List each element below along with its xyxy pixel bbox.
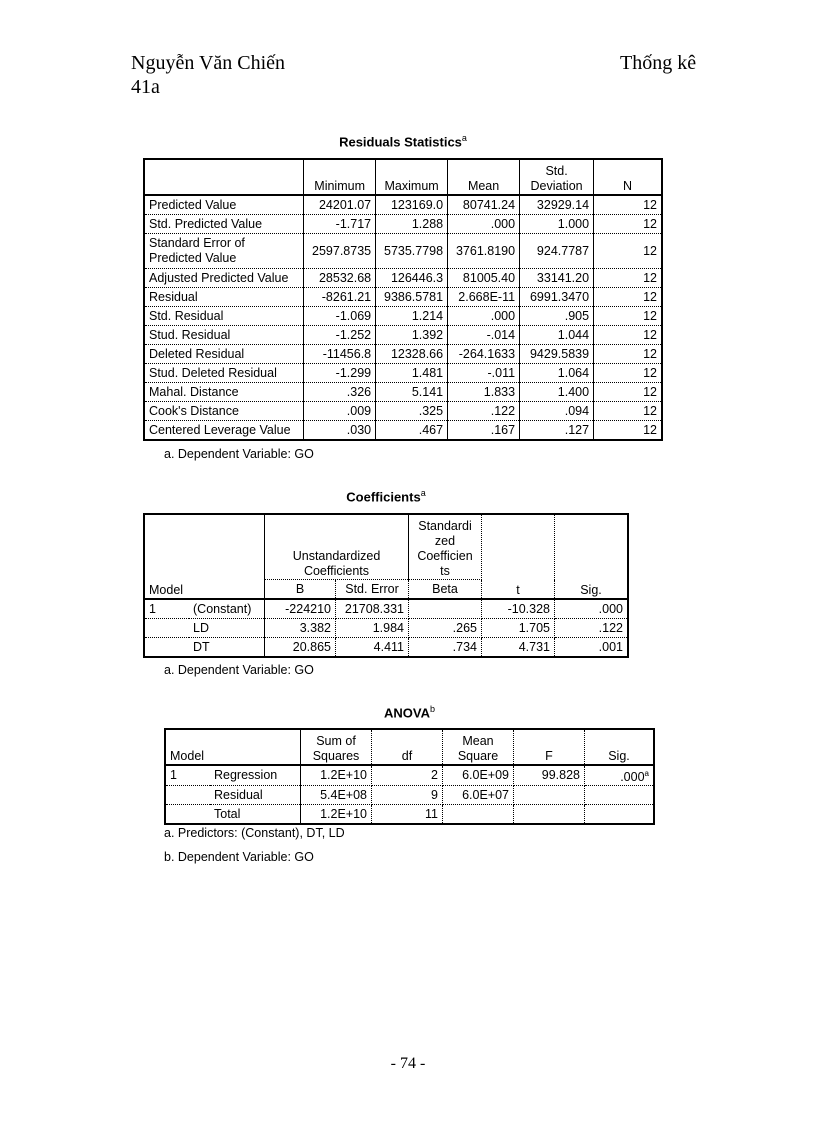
cell-ms [443,805,514,825]
cell-mean: 2.668E-11 [448,288,520,307]
row-label: Cook's Distance [144,402,304,421]
residuals-corner [144,159,304,195]
cell-model [144,638,189,658]
cell-df: 2 [372,765,443,786]
cell-min: -1.717 [304,215,376,234]
cell-ss: 5.4E+08 [301,786,372,805]
row-label: Residual [144,288,304,307]
table-row [144,345,662,364]
cell-mean: .000 [448,215,520,234]
col-mean: Mean [448,159,520,195]
cell-n: 12 [594,215,662,234]
subject-label: Thống kê [620,52,697,74]
table-row [165,765,654,786]
residuals-title-text: Residuals Statistics [339,134,462,150]
cell-sd: .127 [520,421,594,441]
cell-f [514,805,585,825]
anova-note-a: a. Predictors: (Constant), DT, LD [164,826,345,840]
standardized-header: Standardi zed Coefficien ts [409,514,482,580]
coef-header-row-1 [144,514,628,580]
cell-source: Residual [210,786,301,805]
cell-b: 20.865 [265,638,336,658]
cell-df: 9 [372,786,443,805]
col-sig: Sig. [585,729,655,765]
cell-f [514,786,585,805]
cell-n: 12 [594,234,662,269]
author-name: Nguyễn Văn Chiến [131,52,286,74]
class-label: 41a [131,76,160,98]
cell-n: 12 [594,307,662,326]
cell-mean: .000 [448,307,520,326]
coefficients-title-text: Coefficients [346,489,421,505]
cell-min: .326 [304,383,376,402]
table-row [144,638,628,658]
cell-sd: 9429.5839 [520,345,594,364]
cell-mean: -.011 [448,364,520,383]
cell-beta [409,599,482,619]
row-label: Centered Leverage Value [144,421,304,441]
coefficients-title-sup: a [420,488,426,498]
cell-se: 1.984 [336,619,409,638]
cell-source: Total [210,805,301,825]
cell-sig: .000$^a$ [585,765,655,786]
cell-sig: .001 [555,638,629,658]
cell-min: 24201.07 [304,195,376,215]
cell-sig [585,805,655,825]
residuals-title [143,133,663,149]
table-row [144,326,662,345]
cell-min: .030 [304,421,376,441]
row-label: Std. Residual [144,307,304,326]
table-row [144,402,662,421]
row-label: Stud. Deleted Residual [144,364,304,383]
cell-b: -224210 [265,599,336,619]
cell-sig: .122 [555,619,629,638]
page-number: - 74 - [390,1055,426,1072]
cell-beta: .734 [409,638,482,658]
col-sig: Sig. [555,514,629,599]
cell-min: -8261.21 [304,288,376,307]
cell-max: 5735.7798 [376,234,448,269]
cell-max: 1.288 [376,215,448,234]
residuals-header-row [144,159,662,195]
table-row [144,195,662,215]
cell-mean: 80741.24 [448,195,520,215]
col-f: F [514,729,585,765]
model-header: Model [144,514,265,599]
col-n: N [594,159,662,195]
cell-ss: 1.2E+10 [301,765,372,786]
cell-se: 4.411 [336,638,409,658]
residuals-table [143,158,663,441]
cell-min: 28532.68 [304,269,376,288]
table-row [144,307,662,326]
cell-sd: 1.000 [520,215,594,234]
cell-sd: .094 [520,402,594,421]
residuals-note: a. Dependent Variable: GO [164,447,314,461]
cell-model: 1 [144,599,189,619]
cell-t: 4.731 [482,638,555,658]
cell-ms: 6.0E+09 [443,765,514,786]
cell-max: 1.392 [376,326,448,345]
coefficients-note: a. Dependent Variable: GO [164,663,314,677]
anova-title-sup: b [429,704,435,714]
cell-beta: .265 [409,619,482,638]
cell-max: 12328.66 [376,345,448,364]
cell-n: 12 [594,269,662,288]
row-label: Standard Error of Predicted Value [144,234,304,269]
cell-mean: -.014 [448,326,520,345]
cell-min: -1.252 [304,326,376,345]
table-row [144,215,662,234]
cell-max: 5.141 [376,383,448,402]
coefficients-table [143,513,629,658]
anova-note-b: b. Dependent Variable: GO [164,850,314,864]
cell-mean: 1.833 [448,383,520,402]
table-row [144,421,662,441]
row-label: Stud. Residual [144,326,304,345]
cell-variable: DT [189,638,265,658]
cell-n: 12 [594,421,662,441]
cell-n: 12 [594,402,662,421]
anova-table [164,728,655,825]
cell-sig [585,786,655,805]
cell-n: 12 [594,383,662,402]
table-row [144,619,628,638]
col-sum-of-squares: Sum of Squares [301,729,372,765]
table-row [165,805,654,825]
cell-variable: LD [189,619,265,638]
cell-ss: 1.2E+10 [301,805,372,825]
cell-sd: 1.400 [520,383,594,402]
cell-sd: .905 [520,307,594,326]
row-label: Mahal. Distance [144,383,304,402]
cell-min: -11456.8 [304,345,376,364]
cell-sd: 6991.3470 [520,288,594,307]
cell-t: 1.705 [482,619,555,638]
cell-model: 1 [165,765,210,786]
cell-t: -10.328 [482,599,555,619]
anova-header-row [165,729,654,765]
cell-max: .325 [376,402,448,421]
unstandardized-header: Unstandardized Coefficients [265,514,409,580]
cell-source: Regression [210,765,301,786]
col-b: B [265,580,336,600]
row-label: Std. Predicted Value [144,215,304,234]
cell-mean: -264.1633 [448,345,520,364]
model-header: Model [165,729,301,765]
cell-sd: 1.044 [520,326,594,345]
col-minimum: Minimum [304,159,376,195]
cell-f: 99.828 [514,765,585,786]
cell-sd: 1.064 [520,364,594,383]
cell-model [165,786,210,805]
cell-mean: 3761.8190 [448,234,520,269]
cell-sd: 33141.20 [520,269,594,288]
table-row [144,599,628,619]
residuals-title-sup: a [461,133,467,143]
cell-max: 9386.5781 [376,288,448,307]
anova-title-text: ANOVA [384,705,430,721]
cell-variable: (Constant) [189,599,265,619]
cell-n: 12 [594,195,662,215]
cell-max: 1.481 [376,364,448,383]
cell-model [144,619,189,638]
row-label: Predicted Value [144,195,304,215]
anova-title [164,704,655,720]
cell-mean: .167 [448,421,520,441]
table-row [144,269,662,288]
col-maximum: Maximum [376,159,448,195]
table-row [144,234,662,269]
cell-model [165,805,210,825]
col-std-deviation: Std. Deviation [520,159,594,195]
cell-df: 11 [372,805,443,825]
cell-n: 12 [594,364,662,383]
table-row [144,364,662,383]
cell-mean: 81005.40 [448,269,520,288]
cell-min: -1.069 [304,307,376,326]
cell-n: 12 [594,326,662,345]
row-label: Adjusted Predicted Value [144,269,304,288]
table-row [144,288,662,307]
cell-max: 1.214 [376,307,448,326]
cell-min: -1.299 [304,364,376,383]
row-label: Deleted Residual [144,345,304,364]
col-df: df [372,729,443,765]
cell-max: 123169.0 [376,195,448,215]
cell-b: 3.382 [265,619,336,638]
table-row [165,786,654,805]
cell-sd: 32929.14 [520,195,594,215]
cell-max: 126446.3 [376,269,448,288]
cell-mean: .122 [448,402,520,421]
cell-ms: 6.0E+07 [443,786,514,805]
cell-min: 2597.8735 [304,234,376,269]
coefficients-title [143,488,629,504]
cell-sig: .000 [555,599,629,619]
col-beta: Beta [409,580,482,600]
cell-n: 12 [594,288,662,307]
cell-max: .467 [376,421,448,441]
cell-sd: 924.7787 [520,234,594,269]
cell-min: .009 [304,402,376,421]
col-t: t [482,514,555,599]
cell-n: 12 [594,345,662,364]
col-mean-square: Mean Square [443,729,514,765]
cell-se: 21708.331 [336,599,409,619]
col-std-error: Std. Error [336,580,409,600]
table-row [144,383,662,402]
